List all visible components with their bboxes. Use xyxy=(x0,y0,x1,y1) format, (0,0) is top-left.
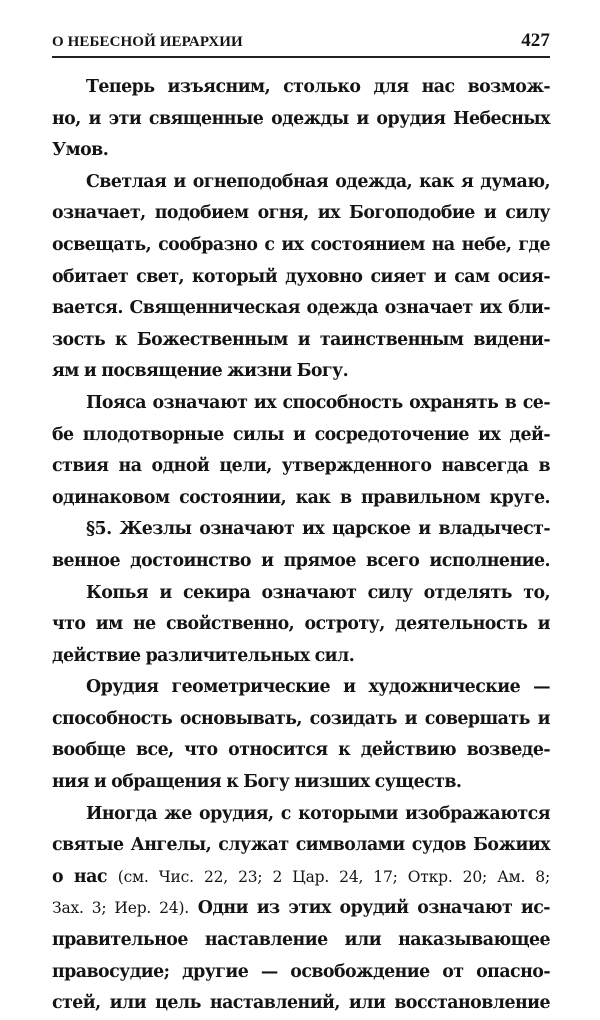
text-line: Светлая и огнеподобная одежда, как я думаю, xyxy=(86,171,550,192)
text-line: означает, подобием огня, их Богоподобие и силу xyxy=(52,203,550,224)
text-line: правосудие; другие — освобождение от опасно- xyxy=(52,961,550,982)
text-line: бе плодотворные силы и сосредоточение их дей- xyxy=(52,424,550,445)
text-fragment: о нас xyxy=(52,866,107,887)
chapter-title: О НЕБЕСНОЙ ИЕРАРХИИ xyxy=(52,34,243,50)
section-heading-line: §5. Жезлы означают их царское и владычест- xyxy=(86,519,550,540)
text-line: обитает свет, который духовно сияет и сам осия- xyxy=(52,266,550,287)
text-line: Теперь изъясним, столько для нас возмож- xyxy=(86,77,550,97)
text-line: способность основывать, созидать и совершать и xyxy=(52,708,550,729)
text-line: ния и обращения к Богу низших существ. xyxy=(52,772,462,793)
text-line: Пояса означают их способность охранять в се- xyxy=(86,392,550,413)
text-line: ям и посвящение жизни Богу. xyxy=(52,361,349,382)
text-line: зость к Божественным и таинственным видени- xyxy=(52,329,550,350)
text-line: ствия на одной цели, утвержденного навсегда в xyxy=(52,456,550,477)
running-head xyxy=(52,30,550,58)
text-line: стей, или цель наставлений, или восстановление xyxy=(52,993,550,1014)
text-line: Орудия геометрические и художнические — xyxy=(86,677,550,698)
page-number: 427 xyxy=(521,30,550,51)
text-line: вообще все, что относится к действию возведе- xyxy=(52,740,550,761)
scripture-reference: (см. Чис. 22, 23; 2 Цар. 24, 17; Откр. 20; Ам. 8; xyxy=(117,867,550,886)
text-line: действие различительных сил. xyxy=(52,645,355,666)
text-line: освещать, сообразно с их состоянием на небе, где xyxy=(52,234,550,255)
text-line: одинаковом состоянии, как в правильном круге. xyxy=(52,487,550,508)
text-line: но, и эти священные одежды и орудия Небесных xyxy=(52,108,550,129)
body-text xyxy=(52,72,550,1020)
text-line: правительное наставление или наказывающее xyxy=(52,930,550,951)
text-line xyxy=(52,862,550,894)
text-line xyxy=(52,893,550,925)
text-line: что им не свойственно, остроту, деятельность и xyxy=(52,614,550,635)
text-line: вается. Священническая одежда означает их бли- xyxy=(52,298,550,319)
text-line: Копья и секира означают силу отделять то, xyxy=(86,582,550,603)
text-fragment: Одни из этих орудий означают ис- xyxy=(197,898,550,919)
text-line: Умов. xyxy=(52,140,109,161)
text-line: венное достоинство и прямое всего исполнение. xyxy=(52,550,550,571)
scripture-reference: Зах. 3; Иер. 24). xyxy=(52,899,190,918)
text-line: Иногда же орудия, с которыми изображаются xyxy=(86,803,550,824)
book-page xyxy=(52,30,550,1020)
text-line: святые Ангелы, служат символами судов Божиих xyxy=(52,835,550,856)
